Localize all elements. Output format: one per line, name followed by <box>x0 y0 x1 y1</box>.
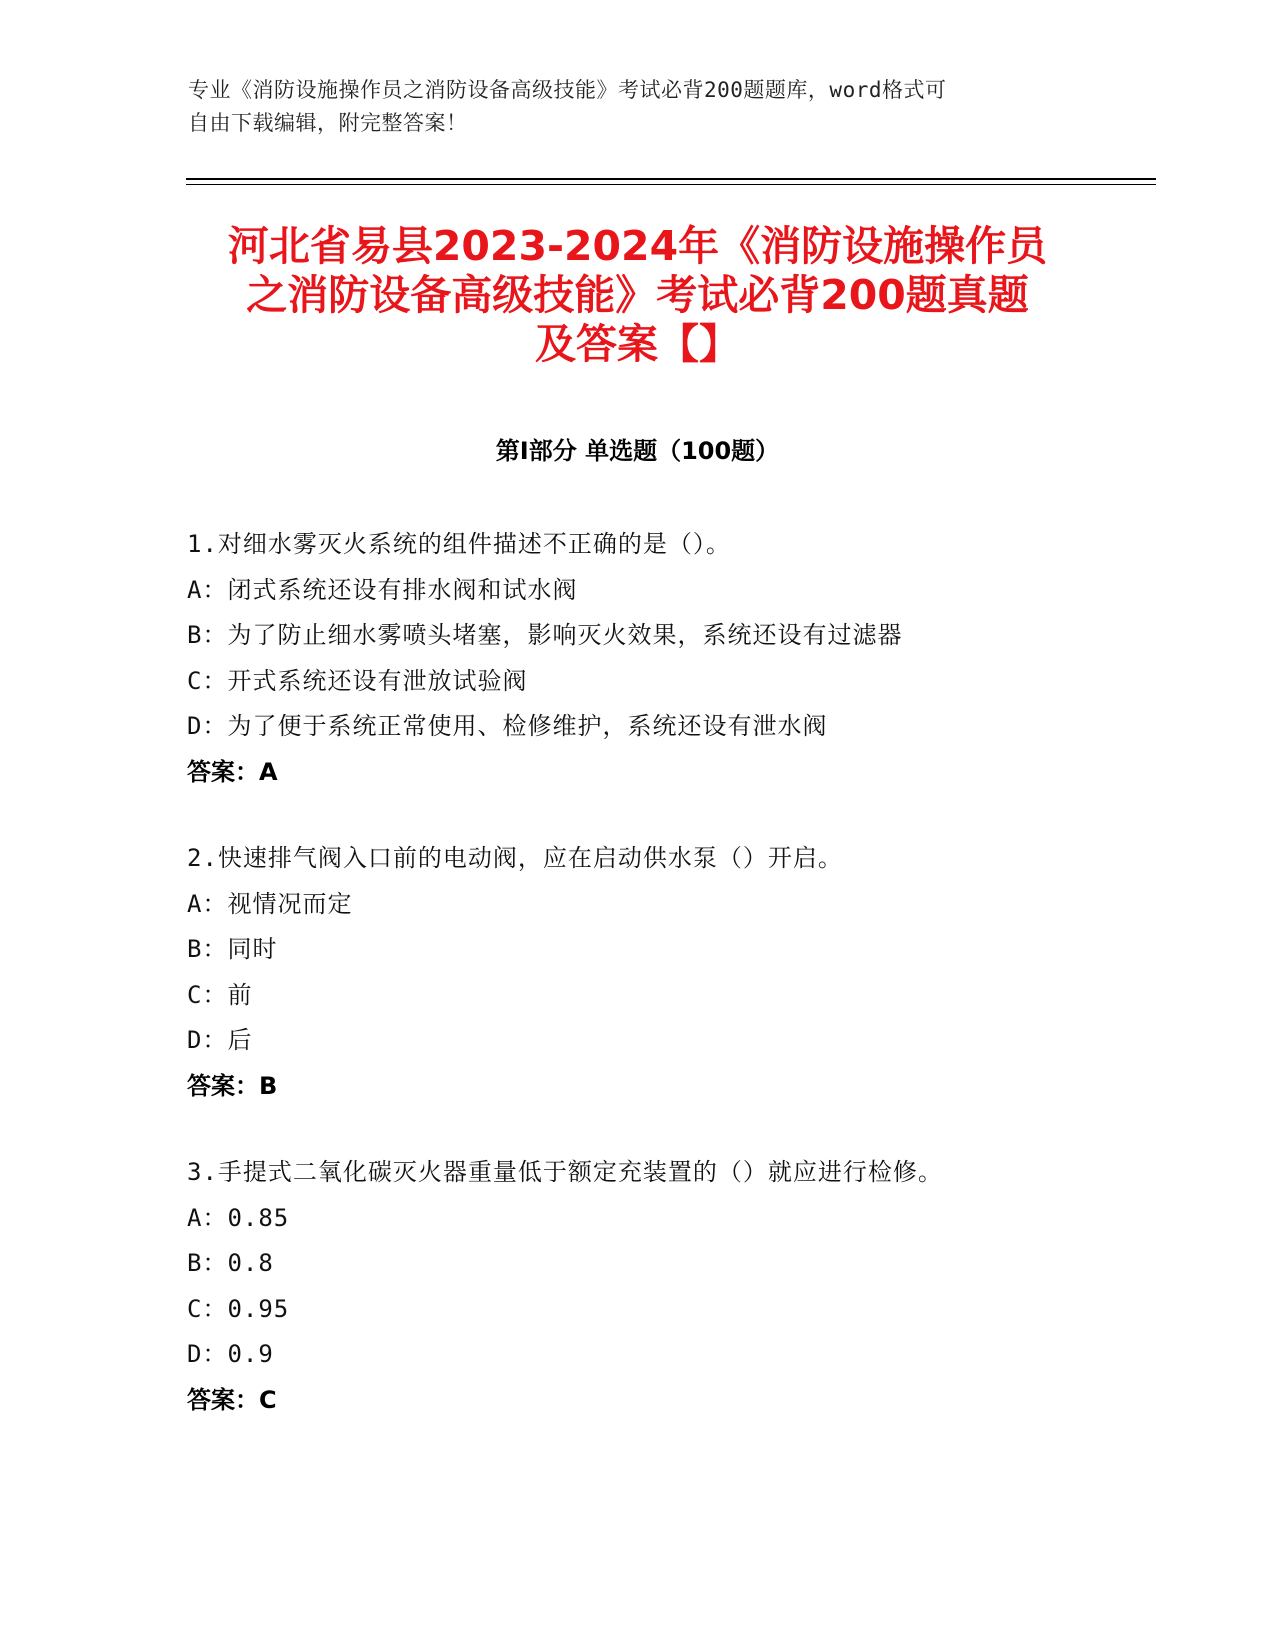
question-option: C：前 <box>187 980 253 1009</box>
question-item <box>187 1150 1187 1423</box>
header-note <box>188 74 1088 140</box>
header-note-line-1: 专业《消防设施操作员之消防设备高级技能》考试必背200题题库，word格式可 <box>188 78 947 102</box>
question-answer: 答案：C <box>187 1385 277 1414</box>
question-option: D：后 <box>187 1026 253 1054</box>
question-option: C：开式系统还设有泄放试验阀 <box>187 666 528 695</box>
question-option: C：0.95 <box>187 1294 290 1323</box>
question-stem: 2.快速排气阀入口前的电动阀，应在启动供水泵（）开启。 <box>187 844 843 872</box>
header-note-line-2: 自由下载编辑，附完整答案！ <box>188 111 468 135</box>
document-title-line-2: 之消防设备高级技能》考试必背200题真题 <box>246 271 1029 319</box>
section-title: 第I部分 单选题（100题） <box>495 437 780 465</box>
header-divider-thick <box>186 178 1156 180</box>
question-list <box>187 522 1187 1464</box>
question-answer: 答案：A <box>187 757 278 786</box>
question-stem: 1.对细水雾灭火系统的组件描述不正确的是（）。 <box>187 530 731 558</box>
question-option: B：同时 <box>187 935 278 963</box>
question-option: D：0.9 <box>187 1340 274 1368</box>
question-answer: 答案：B <box>187 1071 278 1100</box>
question-option: A：0.85 <box>187 1203 290 1232</box>
question-option: A：视情况而定 <box>187 889 353 918</box>
question-item <box>187 522 1187 795</box>
document-title-line-1: 河北省易县2023-2024年《消防设施操作员 <box>227 222 1048 270</box>
question-option: B：0.8 <box>187 1249 274 1277</box>
question-stem: 3.手提式二氧化碳灭火器重量低于额定充装置的（）就应进行检修。 <box>187 1158 943 1186</box>
header-divider-thin <box>186 184 1156 185</box>
question-option: A：闭式系统还设有排水阀和试水阀 <box>187 575 578 604</box>
question-option: B：为了防止细水雾喷头堵塞，影响灭火效果，系统还设有过滤器 <box>187 621 903 649</box>
document-title <box>160 222 1115 369</box>
document-title-line-3: 及答案【】 <box>535 320 740 368</box>
question-item <box>187 836 1187 1109</box>
question-option: D：为了便于系统正常使用、检修维护，系统还设有泄水阀 <box>187 712 828 740</box>
